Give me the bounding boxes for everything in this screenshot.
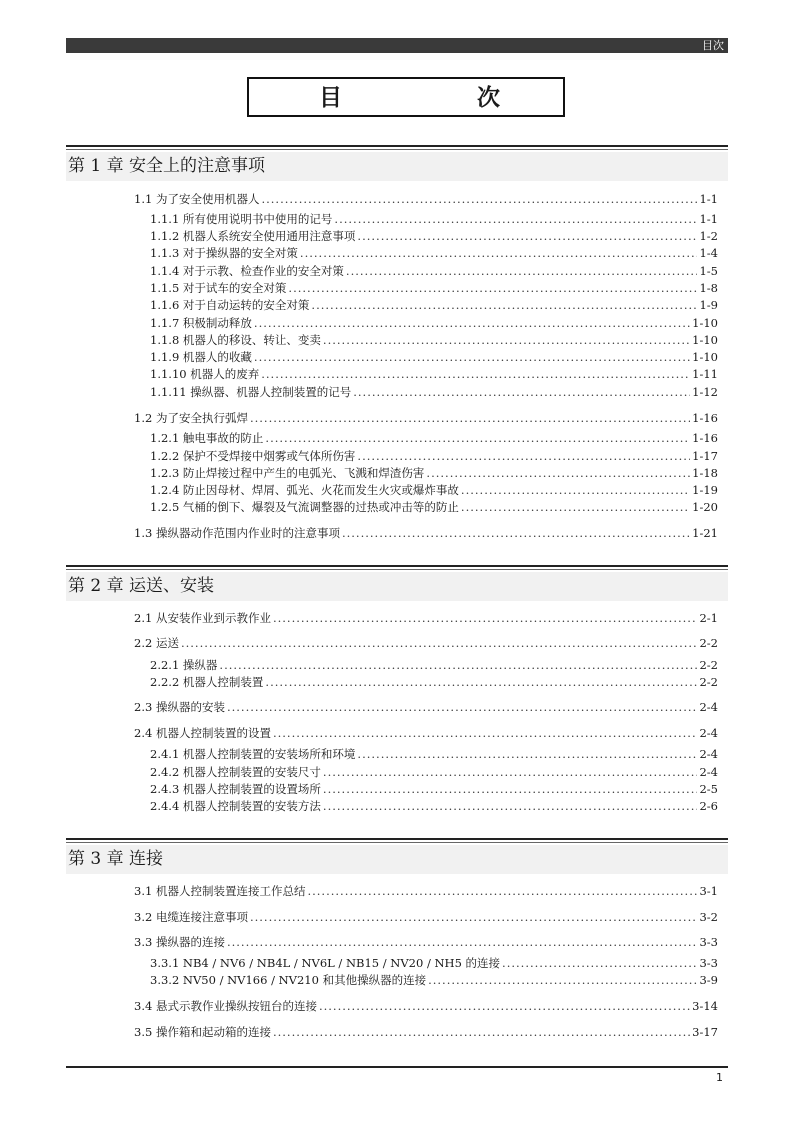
toc-entry-page: 3-2 bbox=[699, 910, 718, 924]
toc-entry-title: 1.1.4 对于示教、检查作业的安全对策 bbox=[150, 264, 344, 278]
header-bar bbox=[66, 38, 728, 53]
toc-entry-page: 1-16 bbox=[692, 431, 718, 445]
toc-entry-title: 2.4.1 机器人控制装置的安装场所和环境 bbox=[150, 747, 356, 761]
toc-entry-page: 1-12 bbox=[692, 385, 718, 399]
title-char-2: 次 bbox=[477, 85, 500, 111]
header-label: 目次 bbox=[702, 39, 724, 52]
toc-entry-page: 2-6 bbox=[699, 799, 718, 813]
toc-entry-title: 2.2.2 机器人控制装置 bbox=[150, 675, 264, 689]
toc-entry-title: 1.1.5 对于试车的安全对策 bbox=[150, 281, 287, 295]
toc-entry-page: 1-5 bbox=[699, 264, 718, 278]
toc-entry-title: 3.5 操作箱和起动箱的连接 bbox=[134, 1025, 271, 1039]
toc-entry-title: 1.1.9 机器人的收藏 bbox=[150, 350, 252, 364]
toc-entry-title: 1.1.6 对于自动运转的安全对策 bbox=[150, 298, 310, 312]
toc-entry-title: 1.2.3 防止焊接过程中产生的电弧光、飞溅和焊渣伤害 bbox=[150, 466, 425, 480]
toc-entry-title: 1.3 操纵器动作范围内作业时的注意事项 bbox=[134, 526, 340, 540]
toc-entry-page: 1-10 bbox=[692, 350, 718, 364]
toc-entry[interactable] bbox=[134, 725, 718, 741]
toc-entry[interactable] bbox=[150, 482, 718, 498]
toc-entry-page: 3-9 bbox=[699, 973, 718, 987]
toc-entry[interactable] bbox=[134, 909, 718, 925]
toc-entry-page: 3-14 bbox=[692, 999, 718, 1013]
toc-entry-page: 3-3 bbox=[699, 956, 718, 970]
toc-entry-page: 2-2 bbox=[699, 658, 718, 672]
toc-entry-title: 1.2.1 触电事故的防止 bbox=[150, 431, 264, 445]
toc-entry-page: 1-1 bbox=[699, 212, 718, 226]
chapter-title: 第 1 章 安全上的注意事项 bbox=[68, 156, 266, 176]
toc-entry-page: 2-2 bbox=[699, 636, 718, 650]
toc-entry-title: 1.1.7 积极制动释放 bbox=[150, 316, 252, 330]
page-title bbox=[247, 77, 565, 117]
toc-entry-title: 2.2.1 操纵器 bbox=[150, 658, 218, 672]
toc-entry[interactable] bbox=[150, 674, 718, 690]
toc-entry-page: 1-16 bbox=[692, 411, 718, 425]
toc-entry-page: 1-18 bbox=[692, 466, 718, 480]
toc-entry[interactable] bbox=[150, 972, 718, 988]
toc-entry-page: 2-5 bbox=[699, 782, 718, 796]
toc-entry-page: 3-3 bbox=[699, 935, 718, 949]
toc-entry-page: 1-20 bbox=[692, 500, 718, 514]
toc-entry[interactable] bbox=[150, 955, 718, 971]
toc-entry[interactable] bbox=[150, 465, 718, 481]
toc-entry-title: 1.2.4 防止因母材、焊屑、弧光、火花而发生火灾或爆炸事故 bbox=[150, 483, 459, 497]
toc-entry[interactable] bbox=[150, 211, 718, 227]
toc-entry[interactable] bbox=[150, 781, 718, 797]
toc-entry[interactable] bbox=[150, 499, 718, 515]
toc-entry-title: 2.4 机器人控制装置的设置 bbox=[134, 726, 271, 740]
chapter-title: 第 3 章 连接 bbox=[68, 849, 164, 869]
toc-entry-title: 3.4 悬式示教作业操纵按钮台的连接 bbox=[134, 999, 317, 1013]
toc-entry[interactable] bbox=[150, 746, 718, 762]
toc-entry-page: 2-2 bbox=[699, 675, 718, 689]
toc-entry-page: 1-11 bbox=[692, 367, 718, 381]
toc-entry[interactable] bbox=[150, 332, 718, 348]
title-char-1: 目 bbox=[319, 85, 342, 111]
toc-entry-page: 1-8 bbox=[699, 281, 718, 295]
chapter-1-heading bbox=[66, 145, 728, 181]
toc-entry-title: 2.4.2 机器人控制装置的安装尺寸 bbox=[150, 765, 321, 779]
toc-entry-title: 3.2 电缆连接注意事项 bbox=[134, 910, 248, 924]
toc-entry[interactable] bbox=[150, 430, 718, 446]
toc-entry-title: 3.3 操纵器的连接 bbox=[134, 935, 225, 949]
toc-entry[interactable] bbox=[134, 1024, 718, 1040]
toc-entry-title: 3.3.2 NV50 / NV166 / NV210 和其他操纵器的连接 bbox=[150, 973, 427, 987]
toc-entry-page: 1-10 bbox=[692, 333, 718, 347]
toc-entry-page: 2-4 bbox=[699, 700, 718, 714]
toc-entry-page: 1-4 bbox=[699, 246, 718, 260]
toc-entry-page: 1-17 bbox=[692, 449, 718, 463]
toc-entry[interactable] bbox=[134, 998, 718, 1014]
toc-entry-page: 1-19 bbox=[692, 483, 718, 497]
toc-entry-title: 1.2.5 气桶的倒下、爆裂及气流调整器的过热或冲击等的防止 bbox=[150, 500, 459, 514]
toc-entry-title: 1.1.11 操纵器、机器人控制装置的记号 bbox=[150, 385, 352, 399]
toc-entry[interactable] bbox=[150, 245, 718, 261]
chapter-3-heading bbox=[66, 838, 728, 874]
toc-entry[interactable] bbox=[150, 280, 718, 296]
toc-entry-title: 2.4.4 机器人控制装置的安装方法 bbox=[150, 799, 321, 813]
toc-entry-page: 1-21 bbox=[692, 526, 718, 540]
toc-entry[interactable] bbox=[134, 610, 718, 626]
toc-entry[interactable] bbox=[134, 934, 718, 950]
toc-entry-title: 1.1.2 机器人系统安全使用通用注意事项 bbox=[150, 229, 356, 243]
toc-entry-page: 2-1 bbox=[699, 611, 718, 625]
chapter-title: 第 2 章 运送、安装 bbox=[68, 576, 215, 596]
chapter-2-heading bbox=[66, 565, 728, 601]
toc-entry[interactable] bbox=[150, 297, 718, 313]
toc-entry-page: 1-1 bbox=[699, 192, 718, 206]
toc-entry[interactable] bbox=[134, 191, 718, 207]
toc-entry[interactable] bbox=[150, 366, 718, 382]
toc-entry-page: 2-4 bbox=[699, 726, 718, 740]
toc-entry[interactable] bbox=[134, 699, 718, 715]
toc-entry-title: 2.4.3 机器人控制装置的设置场所 bbox=[150, 782, 321, 796]
toc-entry[interactable] bbox=[150, 384, 718, 400]
toc-entry-title: 2.2 运送 bbox=[134, 636, 179, 650]
toc-entry-title: 1.2.2 保护不受焊接中烟雾或气体所伤害 bbox=[150, 449, 356, 463]
toc-entry[interactable] bbox=[150, 263, 718, 279]
toc-entry-title: 1.1.10 机器人的废弃 bbox=[150, 367, 260, 381]
toc-entry-page: 1-2 bbox=[699, 229, 718, 243]
toc-entry[interactable] bbox=[134, 525, 718, 541]
toc-entry-title: 1.1.3 对于操纵器的安全对策 bbox=[150, 246, 298, 260]
toc-entry-title: 1.1.8 机器人的移设、转让、变卖 bbox=[150, 333, 321, 347]
toc-entry[interactable] bbox=[150, 657, 718, 673]
toc-entry-title: 1.1.1 所有使用说明书中使用的记号 bbox=[150, 212, 333, 226]
toc-entry[interactable] bbox=[134, 883, 718, 899]
toc-entry-title: 1.1 为了安全使用机器人 bbox=[134, 192, 260, 206]
toc-entry[interactable] bbox=[150, 448, 718, 464]
page-number: 1 bbox=[716, 1071, 723, 1084]
toc-entry-page: 3-1 bbox=[699, 884, 718, 898]
toc-entry[interactable] bbox=[150, 228, 718, 244]
toc-entry[interactable] bbox=[134, 635, 718, 651]
toc-entry-page: 2-4 bbox=[699, 765, 718, 779]
toc-entry-page: 1-9 bbox=[699, 298, 718, 312]
toc-entry[interactable] bbox=[150, 798, 718, 814]
toc-entry-page: 1-10 bbox=[692, 316, 718, 330]
toc-entry[interactable] bbox=[134, 410, 718, 426]
toc-entry-title: 2.3 操纵器的安装 bbox=[134, 700, 225, 714]
toc-entry-page: 2-4 bbox=[699, 747, 718, 761]
toc-entry[interactable] bbox=[150, 315, 718, 331]
toc-entry-title: 2.1 从安装作业到示教作业 bbox=[134, 611, 271, 625]
toc-entry[interactable] bbox=[150, 764, 718, 780]
toc-entry-title: 3.1 机器人控制装置连接工作总结 bbox=[134, 884, 306, 898]
toc-entry[interactable] bbox=[150, 349, 718, 365]
footer-rule bbox=[66, 1066, 728, 1068]
toc-entry-title: 1.2 为了安全执行弧焊 bbox=[134, 411, 248, 425]
toc-entry-title: 3.3.1 NB4 / NV6 / NB4L / NV6L / NB15 / NV20 / NH5 的连接 bbox=[150, 956, 501, 970]
toc-entry-page: 3-17 bbox=[692, 1025, 718, 1039]
